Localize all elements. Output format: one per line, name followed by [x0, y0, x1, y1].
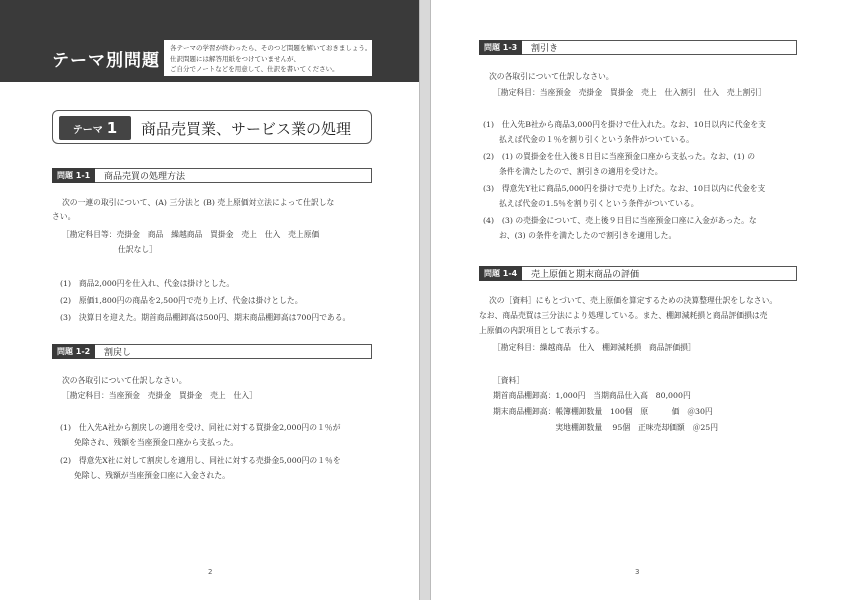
list-item: (3) 決算日を迎えた。期首商品棚卸高は500円、期末商品棚卸高は700円である。 [60, 313, 351, 322]
problem-1-3-heading [479, 40, 797, 55]
right-page [430, 0, 850, 600]
problem-title: 商品売買の処理方法 [104, 172, 186, 182]
problem-tag: 問題 1-4 [479, 266, 522, 281]
page-number: 3 [635, 568, 640, 576]
account-list: ［勘定科目：当座預金 売掛金 買掛金 売上 仕入］ [62, 391, 257, 400]
left-page [0, 0, 420, 600]
theme-label [59, 116, 131, 140]
problem-1-1-heading [52, 168, 372, 183]
note-line: ご自分でノートなどを用意して、仕訳を書いてください。 [170, 65, 339, 73]
problem-intro: 次の一連の取引について、(A) 三分法と (B) 売上原価対立法によって仕訳しな [62, 198, 335, 207]
list-item: (2) 原価1,800円の商品を2,500円で売り上げ、代金は掛けとした。 [60, 296, 303, 305]
list-item: (2) (1) の買掛金を仕入後８日目に当座預金口座から支払った。なお、(1) の [483, 152, 755, 161]
problem-intro: なお、商品売買は三分法により処理している。また、棚卸減耗損と商品評価損は売 [479, 311, 768, 320]
problem-tag: 問題 1-1 [52, 168, 95, 183]
theme-label-text: テーマ [72, 125, 103, 136]
problem-intro: さい。 [52, 212, 76, 221]
account-list: 仕訳なし］ [118, 245, 157, 254]
instruction-note [164, 40, 372, 76]
theme-number: 1 [106, 119, 118, 137]
problem-intro: 次の各取引について仕訳しなさい。 [489, 72, 614, 81]
problem-intro: 次の［資料］にもとづいて、売上原価を算定するための決算整理仕訳をしなさい。 [489, 296, 778, 305]
list-item: (1) 仕入先A社から割戻しの適用を受け、同社に対する買掛金2,000円の１％が [60, 423, 341, 432]
material-line: 期首商品棚卸高：1,000円 当期商品仕入高 80,000円 [493, 391, 691, 400]
list-item-cont: 条件を満たしたので、割引きの適用を受けた。 [499, 167, 663, 176]
list-item-cont: 払えば代金の１％を割り引くという条件がついている。 [499, 135, 694, 144]
problem-1-4-heading [479, 266, 797, 281]
problem-intro: 上原価の内訳項目として表示する。 [479, 326, 604, 335]
list-item-cont: お、(3) の条件を満たしたので割引きを適用した。 [499, 231, 677, 240]
problem-intro: 次の各取引について仕訳しなさい。 [62, 376, 187, 385]
problem-1-2-heading [52, 344, 372, 359]
problem-tag: 問題 1-2 [52, 344, 95, 359]
theme-title: 商品売買業、サービス業の処理 [141, 120, 352, 138]
list-item-cont: 免除し、残額が当座預金口座に入金された。 [74, 471, 230, 480]
section-title: テーマ別問題 [52, 51, 160, 71]
material-line: 期末商品棚卸高：帳簿棚卸数量 100個 原 価 ＠30円 [493, 407, 713, 416]
account-list: ［勘定科目：当座預金 売掛金 買掛金 売上 仕入割引 仕入 売上割引］ [493, 88, 766, 97]
note-line: 仕訳問題には解答用紙をつけていませんが、 [170, 54, 300, 63]
problem-title: 割引き [531, 44, 559, 54]
list-item: (4) (3) の売掛金について、売上後９日目に当座預金口座に入金があった。な [483, 216, 757, 225]
problem-tag: 問題 1-3 [479, 40, 522, 55]
list-item-cont: 免除され、残額を当座預金口座から支払った。 [74, 438, 239, 447]
theme-heading [52, 110, 372, 144]
account-list: ［勘定科目：繰越商品 仕入 棚卸減耗損 商品評価損］ [493, 343, 696, 352]
page-number: 2 [208, 568, 213, 576]
list-item: (1) 仕入先B社から商品3,000円を掛けで仕入れた。なお、10日以内に代金を支 [483, 120, 766, 129]
list-item: (3) 得意先Y社に商品5,000円を掛けで売り上げた。なお、10日以内に代金を支 [483, 184, 766, 193]
account-list: ［勘定科目等：売掛金 商品 繰越商品 買掛金 売上 仕入 売上原価 [62, 230, 320, 239]
problem-title: 割戻し [104, 348, 132, 358]
list-item: (1) 商品2,000円を仕入れ、代金は掛けとした。 [60, 279, 235, 288]
material-label: ［資料］ [493, 376, 525, 385]
problem-title: 売上原価と期末商品の評価 [531, 270, 640, 280]
header-band [0, 0, 420, 82]
list-item-cont: 払えば代金の1.5％を割り引くという条件がついている。 [499, 199, 699, 208]
material-line: 実地棚卸数量 95個 正味売却価額 ＠25円 [493, 423, 719, 432]
note-line: 各テーマの学習が終わったら、そのつど問題を解いておきましょう。 [170, 44, 372, 52]
list-item: (2) 得意先X社に対して割戻しを適用し、同社に対する売掛金5,000円の１％を [60, 456, 341, 465]
